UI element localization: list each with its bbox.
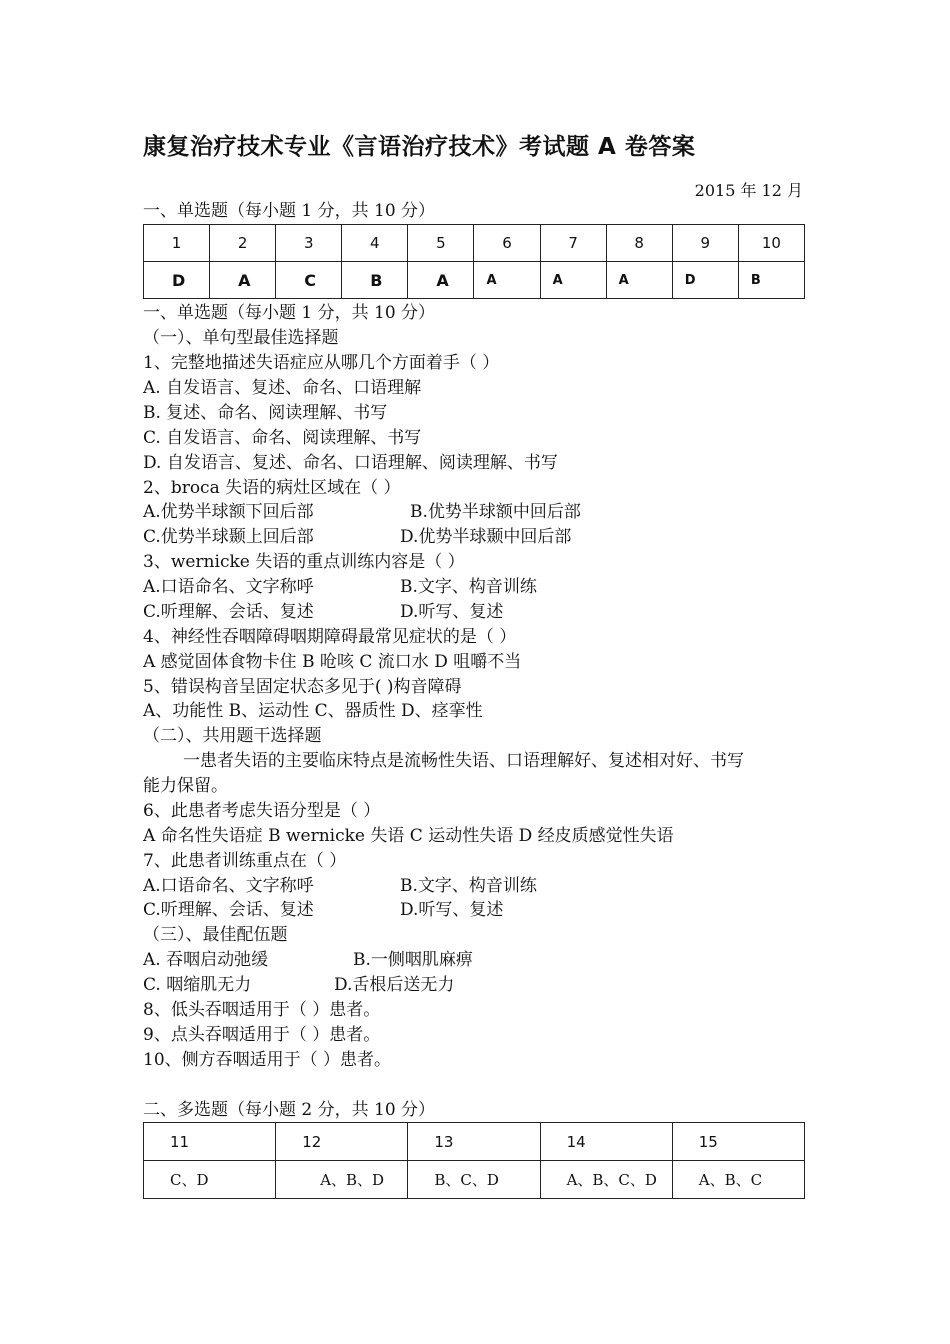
question-text: 4、神经性吞咽障碍咽期障碍最常见症状的是（ ）: [143, 627, 517, 647]
option-text: D. 自发语言、复述、命名、口语理解、阅读理解、书写: [143, 453, 558, 473]
question-number: 7: [540, 225, 606, 262]
question-number: 2: [210, 225, 276, 262]
option-text: C. 咽缩肌无力: [143, 975, 252, 995]
option-text: A.口语命名、文字称呼: [143, 577, 314, 597]
question-text: 6、此患者考虑失语分型是（ ）: [143, 801, 381, 821]
option-text: A.优势半球额下回后部: [143, 502, 314, 522]
answer-cell: A: [606, 262, 672, 299]
question-number: 13: [408, 1123, 540, 1161]
single-choice-answer-table: [143, 224, 805, 299]
option-text: C.听理解、会话、复述: [143, 602, 314, 622]
question-text: 7、此患者训练重点在（ ）: [143, 851, 347, 871]
option-text: D.听写、复述: [400, 900, 504, 920]
question-text: 8、低头吞咽适用于（ ）患者。: [143, 1000, 381, 1020]
answer-cell: C: [276, 262, 342, 299]
option-text: B. 复述、命名、阅读理解、书写: [143, 403, 388, 423]
answer-cell: B: [342, 262, 408, 299]
answer-cell: A: [408, 262, 474, 299]
option-text: C. 自发语言、命名、阅读理解、书写: [143, 428, 422, 448]
question-number: 14: [540, 1123, 672, 1161]
question-number: 1: [144, 225, 210, 262]
table-row-answers: [144, 1161, 805, 1199]
question-number: 15: [672, 1123, 804, 1161]
answer-cell: A: [474, 262, 540, 299]
table-row-numbers: [144, 1123, 805, 1161]
option-text: D.听写、复述: [400, 602, 504, 622]
answer-cell: A、B、C: [672, 1161, 804, 1199]
section1-heading: 一、单选题（每小题 1 分，共 10 分）: [143, 201, 436, 221]
answer-cell: A: [540, 262, 606, 299]
answer-cell: D: [144, 262, 210, 299]
page-title: 康复治疗技术专业《言语治疗技术》考试题 A 卷答案: [143, 134, 696, 160]
question-number: 10: [738, 225, 804, 262]
question-stem: 一患者失语的主要临床特点是流畅性失语、口语理解好、复述相对好、书写: [183, 751, 744, 771]
question-number: 11: [144, 1123, 276, 1161]
section2-heading: 二、多选题（每小题 2 分，共 10 分）: [143, 1100, 436, 1120]
option-text: A.口语命名、文字称呼: [143, 876, 314, 896]
option-text: C.听理解、会话、复述: [143, 900, 314, 920]
answer-cell: B、C、D: [408, 1161, 540, 1199]
option-text: A、功能性 B、运动性 C、器质性 D、痉挛性: [143, 701, 483, 721]
exam-date: 2015 年 12 月: [694, 181, 803, 200]
option-text: A. 吞咽启动弛缓: [143, 950, 269, 970]
question-text: 2、broca 失语的病灶区域在（ ）: [143, 478, 401, 498]
question-text: 1、完整地描述失语症应从哪几个方面着手（ ）: [143, 353, 500, 373]
option-text: D.舌根后送无力: [334, 975, 455, 995]
option-text: B.文字、构音训练: [400, 577, 537, 597]
question-number: 5: [408, 225, 474, 262]
question-number: 3: [276, 225, 342, 262]
option-text: B.文字、构音训练: [400, 876, 537, 896]
answer-cell: A、B、C、D: [540, 1161, 672, 1199]
question-text: 9、点头吞咽适用于（ ）患者。: [143, 1025, 381, 1045]
subsection-heading: （二）、共用题干选择题: [143, 726, 322, 746]
question-text: 10、侧方吞咽适用于（ ）患者。: [143, 1050, 392, 1070]
answer-cell: C、D: [144, 1161, 276, 1199]
answer-cell: B: [738, 262, 804, 299]
option-text: B.一侧咽肌麻痹: [353, 950, 473, 970]
question-text: 3、wernicke 失语的重点训练内容是（ ）: [143, 552, 465, 572]
question-number: 8: [606, 225, 672, 262]
question-number: 4: [342, 225, 408, 262]
option-text: B.优势半球额中回后部: [410, 502, 581, 522]
subsection-heading: （一）、单句型最佳选择题: [143, 328, 339, 348]
answer-cell: A、B、D: [276, 1161, 408, 1199]
option-text: A. 自发语言、复述、命名、口语理解: [143, 378, 422, 398]
question-stem: 能力保留。: [143, 776, 228, 796]
subsection-heading: （三）、最佳配伍题: [143, 925, 288, 945]
question-number: 6: [474, 225, 540, 262]
question-text: 5、错误构音呈固定状态多见于( )构音障碍: [143, 677, 462, 697]
answer-cell: A: [210, 262, 276, 299]
table-row-numbers: [144, 225, 805, 262]
option-text: C.优势半球颞上回后部: [143, 527, 314, 547]
option-text: D.优势半球颞中回后部: [400, 527, 572, 547]
question-number: 9: [672, 225, 738, 262]
option-text: A 感觉固体食物卡住 B 呛咳 C 流口水 D 咀嚼不当: [143, 652, 522, 672]
option-text: A 命名性失语症 B wernicke 失语 C 运动性失语 D 经皮质感觉性失语: [143, 826, 674, 846]
table-row-answers: [144, 262, 805, 299]
question-number: 12: [276, 1123, 408, 1161]
section1-questions-heading: 一、单选题（每小题 1 分，共 10 分）: [143, 303, 436, 323]
multiple-choice-answer-table: [143, 1122, 805, 1199]
answer-cell: D: [672, 262, 738, 299]
